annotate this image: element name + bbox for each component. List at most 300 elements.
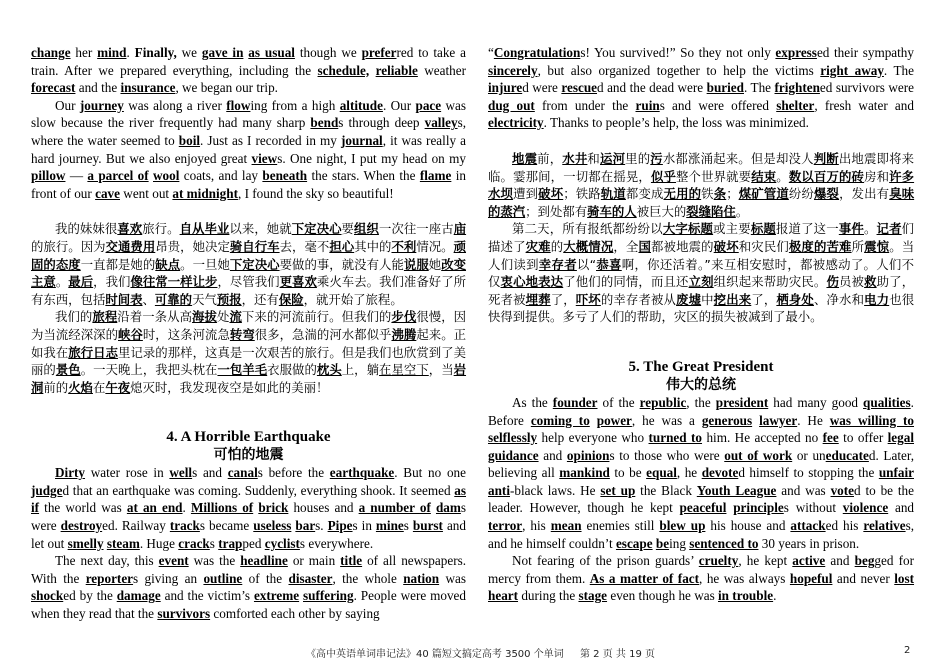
text-run: 上，躺 (341, 362, 380, 378)
vocab-word: insurance (120, 80, 176, 96)
vocab-word: 衷心地表达 (500, 274, 564, 290)
vocab-word: pillow (31, 168, 66, 184)
text-run: . Huge (139, 535, 179, 551)
text-run: . Just as I recorded in my (200, 132, 341, 148)
vocab-word: at an end (126, 500, 183, 516)
text-run: ； (726, 186, 739, 202)
vocab-word: as usual (248, 45, 295, 60)
vocab-word: mean (550, 518, 582, 534)
text-run: and the (75, 80, 121, 96)
text-run: s became (199, 518, 254, 534)
text-run: , he was always (699, 570, 790, 586)
vocab-word: 臭味的蒸汽 (488, 186, 915, 219)
text-run: 很多，急湍的河水都似乎 (254, 326, 392, 342)
text-run: 所 (851, 238, 865, 254)
vocab-word: reporter (85, 570, 134, 586)
vocab-word: principle (733, 500, 784, 516)
vocab-word: 无用的 (663, 186, 702, 202)
vocab-word: 预报 (216, 291, 242, 307)
text-run: 纷纷 (788, 186, 814, 202)
vocab-word: was willing to (829, 412, 915, 428)
text-run: , he (676, 465, 702, 481)
vocab-word: cruelty (698, 553, 739, 569)
text-run: went out (120, 185, 173, 201)
vocab-word: 旅行日志 (68, 344, 119, 360)
vocab-word: headline (240, 553, 288, 569)
text-run: 。 (735, 203, 749, 219)
text-run: 我的妹妹很 (55, 221, 118, 237)
text-run: 中 (701, 291, 714, 307)
vocab-word: Congratulation (493, 45, 581, 60)
text-run: d. Later, believing all (488, 447, 914, 481)
text-run: . The (883, 62, 914, 78)
vocab-word: president (715, 394, 769, 410)
vocab-word: 枕头 (316, 362, 342, 378)
text-run: 出地震即将来临。霎那间，一切都在摇晃， (488, 150, 915, 184)
text-run: 我们的 (55, 309, 93, 325)
vocab-word: lawyer (759, 412, 798, 428)
vocab-word: 判断 (813, 150, 839, 166)
vocab-word: stage (578, 588, 608, 604)
paragraph-cn-journey (31, 308, 466, 396)
text-run: 里的 (625, 150, 651, 166)
vocab-word: survivors (157, 606, 211, 622)
vocab-word: 海拔 (192, 309, 217, 325)
vocab-word: buried (706, 80, 744, 96)
text-run: 、净水和 (813, 291, 865, 307)
vocab-word: well (169, 465, 193, 481)
vocab-word: 似乎 (650, 168, 677, 184)
text-run: enemies still (581, 518, 660, 534)
text-run: and (888, 500, 915, 516)
text-run: s without (783, 500, 843, 516)
vocab-word: judge (31, 482, 63, 498)
vocab-word: 改变主意 (31, 256, 467, 290)
text-run: ped (242, 535, 265, 551)
text-run: had many good (768, 394, 864, 410)
text-run: s to those who were (609, 447, 725, 463)
text-run: 啊，你还活着。”来互相安慰时，都被感动了。人们不仅 (488, 256, 915, 290)
text-run: , his (522, 518, 551, 534)
vocab-word: 栖身处 (776, 291, 814, 307)
vocab-word: vote (830, 482, 854, 498)
underlined-word: 在 (379, 362, 392, 378)
vocab-word: title (340, 553, 363, 569)
text-run: ，全 (613, 238, 639, 254)
text-run: 报道了这一 (775, 221, 839, 237)
text-run: and was (776, 482, 831, 498)
vocab-word: 说服 (403, 256, 429, 272)
text-run: her (70, 45, 98, 60)
text-run: 处 (216, 309, 230, 325)
section-gap (488, 326, 914, 358)
vocab-word: beneath (262, 168, 308, 184)
vocab-word: burst (412, 518, 443, 534)
vocab-word: express (775, 45, 817, 60)
text-run: d that an earthquake was coming. Suddenly, everything shook. It seemed (62, 482, 455, 498)
text-run: ed survivors were (819, 80, 915, 96)
vocab-word: 自从毕业 (179, 221, 230, 237)
page-footer (0, 645, 950, 663)
text-run: to be (609, 465, 647, 481)
vocab-word: attack (790, 518, 826, 534)
text-run: and let out (31, 518, 466, 551)
vocab-word: journey (79, 97, 124, 113)
vocab-word: opinion (566, 447, 610, 463)
vocab-word: track (169, 518, 200, 534)
vocab-word: equal (646, 465, 677, 481)
vocab-word: 伤 (826, 274, 839, 290)
text-run: his house and (705, 518, 791, 534)
vocab-word: 不利 (391, 238, 417, 254)
text-run: 沿着一条从高 (117, 309, 193, 325)
text-run: 其中的 (354, 238, 392, 254)
text-run: 里记录的那样，这真是一次艰苦的旅行。但是我们也欣赏到了美丽的 (31, 344, 467, 378)
vocab-word: cyclist (264, 535, 300, 551)
text-run: ing (669, 535, 690, 551)
vocab-word: a number of (358, 500, 431, 516)
vocab-word: 景色 (55, 362, 81, 378)
text-run: . But no one (394, 465, 466, 481)
text-run: , the (686, 394, 716, 410)
text-run: 也很快得到提供。多亏了人们的帮助，灾区的损失被减到了最小。 (488, 291, 915, 325)
text-run: . The (744, 80, 775, 96)
vocab-word: hopeful (789, 570, 833, 586)
vocab-word: 可靠的 (154, 291, 193, 307)
vocab-word: active (792, 553, 826, 569)
vocab-word: journal (340, 132, 383, 148)
vocab-word: 吓坏 (575, 291, 601, 307)
vocab-word: at midnight (172, 185, 238, 201)
text-run: ，就开始了旅程。 (303, 291, 403, 307)
vocab-word: rescue (561, 80, 598, 96)
text-run: d were (522, 80, 562, 96)
text-run: 们描述了 (488, 221, 915, 254)
vocab-word: right away (820, 62, 884, 78)
paragraph-president-1 (488, 394, 914, 552)
text-run: , fresh water and (814, 97, 914, 113)
text-run: 。 (55, 274, 69, 290)
vocab-word: 最后 (68, 274, 94, 290)
text-run: s everywhere. (299, 535, 374, 551)
text-run: 的旅行。因为 (31, 238, 106, 254)
text-run: and (825, 553, 855, 569)
vocab-word: mankind (559, 465, 610, 481)
vocab-word: generous (701, 412, 753, 428)
vocab-word: 骑自行车 (229, 238, 280, 254)
vocab-word: extreme (253, 588, 300, 604)
text-run: from under the (534, 97, 636, 113)
text-run: ed by the (63, 588, 117, 604)
text-run: 第二天，所有报纸都纷纷以 (512, 221, 663, 237)
text-run: and never (832, 570, 895, 586)
text-run: was (439, 570, 466, 586)
text-run: d and the dead were (597, 80, 707, 96)
vocab-word: dam (435, 500, 461, 516)
text-run: 水都涨涌起来。但是却没人 (662, 150, 814, 166)
paragraph-quake-1 (31, 464, 466, 552)
text-run: 很慢，因为当流经深深的 (31, 309, 467, 342)
paragraph-president-2 (488, 552, 914, 605)
vocab-word: 旅程 (92, 309, 118, 325)
text-run: 被巨大的 (636, 203, 687, 219)
vocab-word: qualities (863, 394, 911, 410)
text-run: 。 (863, 221, 877, 237)
vocab-word: prefer (361, 45, 397, 60)
vocab-word: mine (375, 518, 404, 534)
vocab-word: As a matter of fact (589, 570, 700, 586)
vocab-word: steam (106, 535, 140, 551)
text-run: . People were moved when they read that the (31, 588, 466, 622)
vocab-word: smelly (67, 535, 104, 551)
vocab-word: shock (31, 588, 64, 604)
vocab-word: 埋葬 (525, 291, 551, 307)
vocab-word: terror (488, 518, 523, 534)
footer-page-info: 第 2 页 共 19 页 (580, 649, 655, 660)
vocab-word: crack (178, 535, 210, 551)
vocab-word: brick (258, 500, 289, 516)
vocab-word: be (655, 535, 670, 551)
vocab-word: trap (218, 535, 243, 551)
text-run: was slow because the river frequently had many sharp (31, 97, 467, 131)
vocab-word: 峡谷 (118, 326, 143, 342)
text-run: 前， (537, 150, 563, 166)
vocab-word: peaceful (679, 500, 727, 516)
vocab-word: 骑车的人 (587, 203, 637, 219)
text-run: Our (55, 97, 80, 113)
text-run: water rose in (85, 465, 170, 481)
vocab-word: 像往常一样让步 (130, 274, 218, 290)
vocab-word: 爆裂 (813, 186, 840, 202)
vocab-word: earthquake (329, 465, 395, 481)
text-run: . Our (382, 97, 416, 113)
footer-page-number: 2 (904, 645, 911, 656)
text-run: of the (597, 394, 640, 410)
text-run: s (403, 518, 413, 534)
text-run: -black laws. He (509, 482, 601, 498)
vocab-word: 流 (229, 309, 242, 325)
vocab-word: 地震 (512, 150, 538, 166)
text-run: 天气 (192, 291, 217, 307)
vocab-word: 午夜 (105, 379, 131, 395)
text-run: s! You survived!” So they not only (580, 45, 776, 60)
text-run: 前的 (43, 379, 69, 395)
text-run: . Thanks to people’s help, the loss was minimized. (543, 115, 809, 131)
text-run: 以“ (576, 256, 597, 272)
vocab-word: outline (203, 570, 243, 586)
vocab-word: 保险 (278, 291, 304, 307)
vocab-word: 国 (638, 238, 651, 254)
text-run: 时，这条河流急 (142, 326, 230, 342)
text-run: ，尽管我们 (217, 274, 280, 290)
vocab-word: 破坏 (713, 238, 739, 254)
text-run: 或主要 (713, 221, 751, 237)
left-column (31, 44, 466, 623)
text-run: d himself to stopping the (738, 465, 879, 481)
vocab-word: devote (701, 465, 739, 481)
text-run: , he was a (631, 412, 702, 428)
vocab-word: bend (310, 115, 339, 131)
vocab-word: nation (403, 570, 440, 586)
text-run: 去，毫不 (279, 238, 330, 254)
vocab-word: 水井 (562, 150, 588, 166)
vocab-word: 轨道 (600, 186, 626, 202)
text-run: 熄灭时，我发现夜空是如此的美丽！ (130, 379, 329, 395)
underlined-word: 星空下 (391, 362, 429, 378)
text-run: s (209, 535, 219, 551)
vocab-word: 记者 (876, 221, 902, 237)
vocab-word: 沸腾 (391, 326, 417, 342)
paragraph-gap (488, 132, 914, 150)
vocab-word: destroy (60, 518, 103, 534)
text-run: , but also organized together to help the victims (537, 62, 821, 78)
bold-word: Finally, (134, 45, 177, 60)
vocab-word: wool (153, 168, 180, 184)
vocab-word: view (251, 150, 278, 166)
vocab-word: 庙 (453, 221, 467, 237)
vocab-word: ruin (635, 97, 660, 113)
vocab-word: 标题 (750, 221, 776, 237)
vocab-word: 下定决心 (229, 256, 280, 272)
vocab-word: republic (639, 394, 687, 410)
text-run: s and (192, 465, 228, 481)
text-run: 乘火车去。我们准备好了所有东西，包括 (31, 274, 467, 307)
text-run: him. He accepted no (702, 430, 823, 446)
vocab-word: 时间表 (105, 291, 143, 307)
text-run: 。 (776, 168, 789, 184)
text-run: of the (242, 570, 289, 586)
text-run: 下来的河流前行。但我们的 (241, 309, 392, 325)
text-run: 和灾民们 (738, 238, 789, 254)
text-run: to offer (838, 430, 888, 446)
text-run: . Before (488, 394, 914, 428)
vocab-word: 震惊 (864, 238, 890, 254)
vocab-word: turned to (648, 430, 703, 446)
vocab-word: event (158, 553, 189, 569)
vocab-word: as if (31, 482, 466, 516)
vocab-word: 立刻 (688, 274, 714, 290)
text-run: The next day, this (55, 553, 159, 569)
vocab-word: relative (863, 518, 906, 534)
text-run: 旅行。 (142, 221, 180, 237)
text-run: 了， (550, 291, 576, 307)
text-run: ，发出有 (839, 186, 890, 202)
text-run: s. (315, 518, 328, 534)
vocab-word: power (596, 412, 632, 428)
text-run: 的幸存者被从 (600, 291, 677, 307)
vocab-word: valley (424, 115, 458, 131)
text-run: , I found the sky so beautiful! (237, 185, 394, 201)
vocab-word: 担心 (329, 238, 355, 254)
text-run: “ (488, 45, 494, 60)
vocab-word: injure (488, 80, 523, 96)
vocab-word: blew up (659, 518, 706, 534)
text-run: , the whole (332, 570, 404, 586)
text-run: . (773, 588, 777, 604)
vocab-word: 结束 (751, 168, 777, 184)
vocab-word: sentenced to (689, 535, 759, 551)
vocab-word: 灾难 (525, 238, 551, 254)
text-run: s, and he himself couldn’t (488, 518, 915, 551)
text-run: Not fearing of the prison guards’ (512, 553, 699, 569)
text-run: 助了，死者被 (488, 274, 915, 307)
paragraph-gap (31, 202, 466, 220)
text-run: 一直都是她的 (80, 256, 156, 272)
text-run: the stars. When the (307, 168, 420, 184)
vocab-word: escape (615, 535, 653, 551)
text-run: and (538, 447, 567, 463)
vocab-word: 极度的苦难 (788, 238, 852, 254)
vocab-word: 组织 (354, 221, 379, 237)
text-run: 的 (550, 238, 564, 254)
text-run: comforted each other by saying (210, 606, 380, 622)
text-run: we (176, 45, 202, 60)
vocab-word: Dirty (55, 465, 86, 481)
right-column (488, 44, 914, 605)
vocab-word: shelter (776, 97, 815, 113)
vocab-word: 破坏 (538, 186, 564, 202)
text-run: 要 (341, 221, 355, 237)
text-run: — (65, 168, 88, 184)
text-run: . (182, 500, 191, 516)
text-run: or un (792, 447, 826, 463)
text-run: the Black (635, 482, 697, 498)
vocab-word: gave in (201, 45, 244, 60)
vocab-word: 许多水坝 (488, 168, 915, 202)
vocab-word: Millions of (190, 500, 254, 516)
vocab-word: dug out (488, 97, 535, 113)
text-run: As the (512, 394, 553, 410)
section-5-title-cn: 伟大的总统 (666, 376, 736, 393)
text-run: s in (352, 518, 376, 534)
text-run: 。一旦她 (180, 256, 230, 272)
text-run: ，当 (428, 362, 454, 378)
text-run: red to take a train. After we prepared everything, including the (31, 45, 467, 78)
text-run: 起来。正如我在 (31, 326, 467, 360)
vocab-word: 火焰 (68, 379, 93, 395)
text-run: 昂贵，她决定 (155, 238, 230, 254)
paragraph-cn-quake-2 (488, 220, 914, 326)
vocab-word: canal (227, 465, 258, 481)
vocab-word: 事件 (838, 221, 864, 237)
text-run: help everyone who (537, 430, 649, 446)
text-run: ed his (825, 518, 864, 534)
text-run: ，还有 (241, 291, 279, 307)
text-run: 铁 (701, 186, 714, 202)
vocab-word: out of work (724, 447, 793, 463)
vocab-word: 数以百万的 (788, 168, 852, 184)
text-run: 情况。 (416, 238, 454, 254)
vocab-word: 下定决心 (291, 221, 342, 237)
vocab-word: boil (178, 132, 201, 148)
text-run: 员被 (839, 274, 865, 290)
text-run: in front of our (31, 168, 467, 201)
vocab-word: 喜欢 (117, 221, 143, 237)
text-run: 30 years in prison. (758, 535, 860, 551)
vocab-word: forecast (31, 80, 76, 96)
text-run: and the victim’s (160, 588, 254, 604)
text-run: . He (797, 412, 830, 428)
vocab-word: useless (253, 518, 292, 534)
vocab-word: damage (116, 588, 161, 604)
text-run: was the (188, 553, 241, 569)
vocab-word: 恭喜 (596, 256, 622, 272)
vocab-word: legal guidance (488, 430, 915, 463)
text-run: ；到处都有 (525, 203, 588, 219)
text-run: , it was really a hard journey. But we also enjoyed great (31, 132, 466, 166)
vocab-word: 条 (713, 186, 727, 202)
section-4-title-cn: 可怕的地震 (213, 447, 284, 464)
